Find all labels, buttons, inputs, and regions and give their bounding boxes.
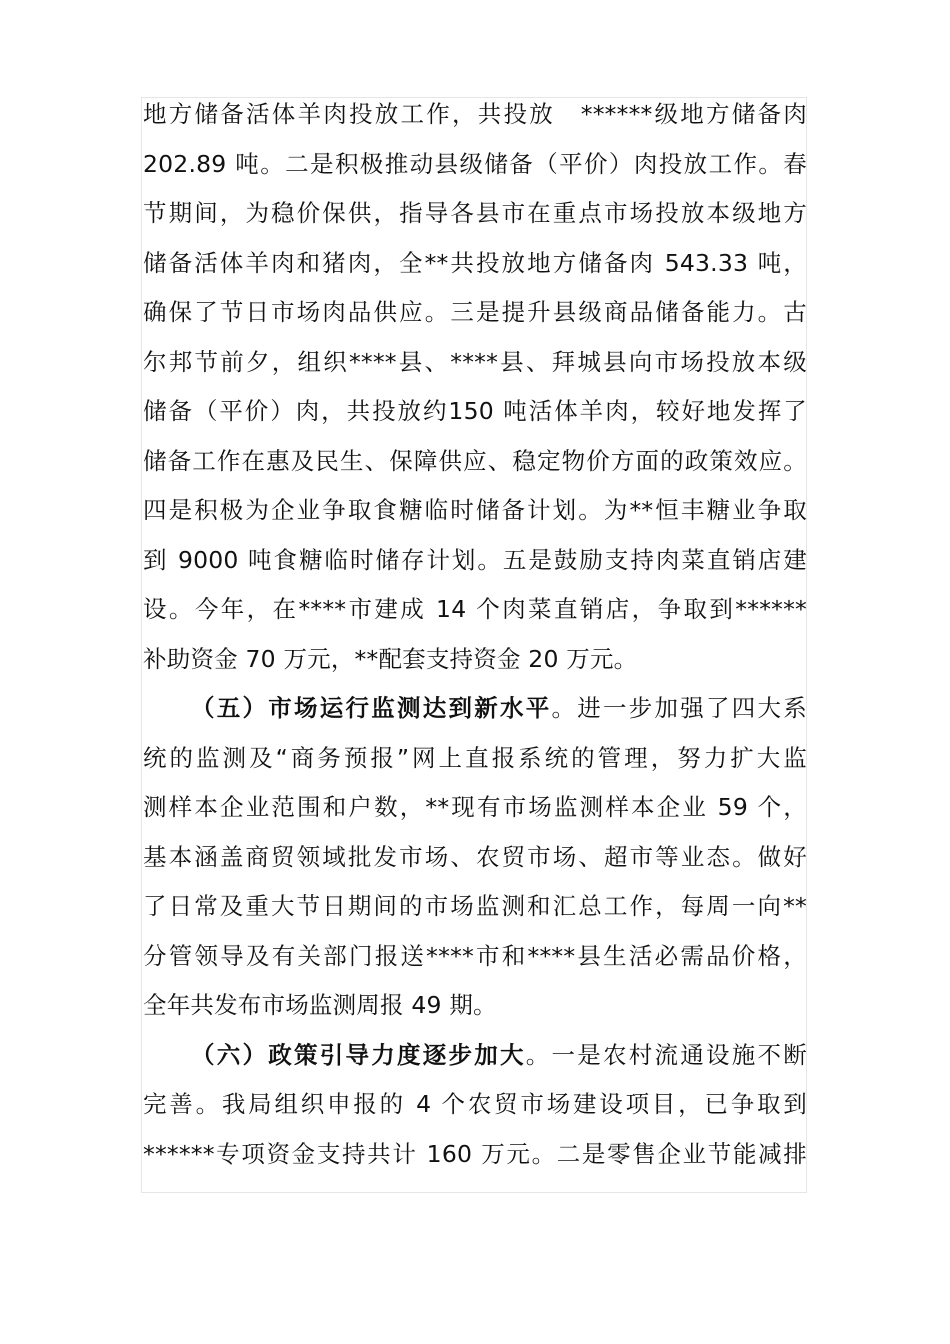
section-6-text: 。一是农村流通设施不断 [525, 1040, 807, 1069]
section-6-heading: （六）政策引导力度逐步加大 [191, 1040, 526, 1069]
paragraph-line: 202.89 吨。二是积极推动县级储备（平价）肉投放工作。春 [143, 149, 807, 178]
section-6-first-line [143, 1031, 807, 1081]
paragraph-line: 地方储备活体羊肉投放工作，共投放 ******级地方储备肉 [143, 100, 807, 128]
paragraph-line: 补助资金 70 万元，**配套支持资金 20 万元。 [143, 644, 638, 673]
paragraph-line: 四是积极为企业争取食糖临时储备计划。为**恒丰糖业争取 [143, 496, 807, 524]
paragraph-line: 全年共发布市场监测周报 49 期。 [143, 991, 497, 1019]
paragraph-line: 设。今年，在****市建成 14 个肉菜直销店，争取到****** [143, 595, 807, 623]
paragraph-line: 确保了节日市场肉品供应。三是提升县级商品储备能力。古 [143, 298, 807, 326]
paragraph-line: 到 9000 吨食糖临时储存计划。五是鼓励支持肉菜直销店建 [143, 545, 807, 574]
paragraph-line: 基本涵盖商贸领域批发市场、农贸市场、超市等业态。做好 [143, 842, 807, 871]
paragraph-line: 储备工作在惠及民生、保障供应、稳定物价方面的政策效应。 [143, 446, 807, 475]
paragraph-line: 分管领导及有关部门报送****市和****县生活必需品价格， [143, 941, 807, 970]
paragraph-line: 储备活体羊肉和猪肉，全**共投放地方储备肉 543.33 吨， [143, 248, 807, 277]
paragraph-line: 了日常及重大节日期间的市场监测和汇总工作，每周一向** [143, 892, 807, 920]
section-5-text: 。进一步加强了四大系 [551, 694, 807, 722]
paragraph-line: 节期间，为稳价保供，指导各县市在重点市场投放本级地方 [143, 199, 807, 227]
paragraph-line: ******专项资金支持共计 160 万元。二是零售企业节能减排 [143, 1139, 807, 1168]
section-5-heading: （五）市场运行监测达到新水平 [191, 694, 552, 722]
paragraph-line: 尔邦节前夕，组织****县、****县、拜城县向市场投放本级 [143, 347, 807, 376]
section-5-first-line [143, 684, 807, 734]
paragraph-line: 测样本企业范围和户数，**现有市场监测样本企业 59 个， [143, 793, 807, 821]
document-body [143, 90, 807, 1179]
paragraph-line: 完善。我局组织申报的 4 个农贸市场建设项目，已争取到 [143, 1090, 807, 1118]
paragraph-line: 储备（平价）肉，共投放约150 吨活体羊肉，较好地发挥了 [143, 397, 807, 425]
paragraph-line: 统的监测及“商务预报”网上直报系统的管理，努力扩大监 [143, 743, 807, 772]
